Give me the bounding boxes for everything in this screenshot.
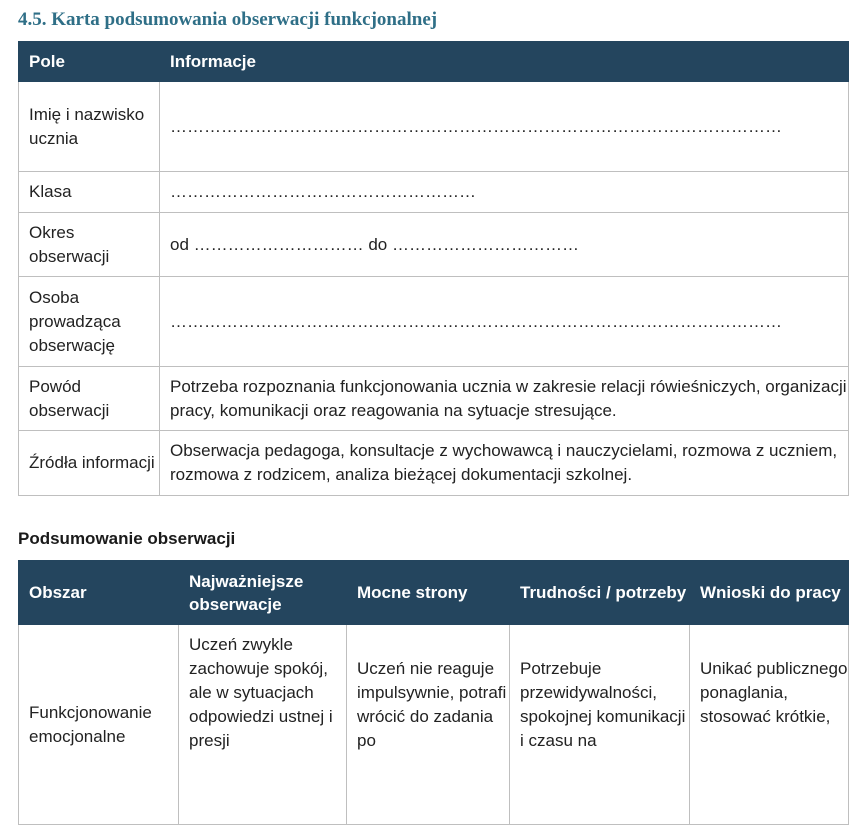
field-label: Imię i nazwisko ucznia	[19, 82, 160, 172]
table-row	[19, 213, 849, 277]
field-value: Potrzeba rozpoznania funkcjonowania ucznia w zakresie relacji rówieśniczych, organizacji pracy, komunikacji oraz reagowania na sytuacje stresujące.	[160, 367, 849, 431]
column-header: Najważniejsze obserwacje	[179, 561, 347, 625]
summary-table	[18, 560, 849, 825]
column-header: Trudności / potrzeby	[510, 561, 690, 625]
field-value: od ………………………… do ……………………………	[160, 213, 849, 277]
column-header: Mocne strony	[347, 561, 510, 625]
table-row	[19, 82, 849, 172]
summary-title: Podsumowanie obserwacji	[18, 529, 236, 548]
field-label: Powód obserwacji	[19, 367, 160, 431]
field-label: Źródła informacji	[19, 431, 160, 496]
table-row	[19, 277, 849, 367]
field-value: ………………………………………………………………………………………………	[160, 82, 849, 172]
table-row	[19, 431, 849, 496]
column-header: Informacje	[160, 42, 849, 82]
column-header: Obszar	[19, 561, 179, 625]
section-heading: 4.5. Karta podsumowania obserwacji funkcjonalnej	[18, 9, 438, 30]
strengths-cell: Uczeń nie reaguje impulsywnie, potrafi wrócić do zadania po	[347, 625, 510, 825]
table-header-row	[19, 561, 849, 625]
field-label: Okres obserwacji	[19, 213, 160, 277]
table-row	[19, 367, 849, 431]
field-label: Klasa	[19, 172, 160, 213]
column-header: Wnioski do pracy	[690, 561, 849, 625]
column-header: Pole	[19, 42, 160, 82]
table-row	[19, 172, 849, 213]
observations-cell: Uczeń zwykle zachowuje spokój, ale w sytuacjach odpowiedzi ustnej i presji	[179, 625, 347, 825]
table-header-row	[19, 42, 849, 82]
field-value: ………………………………………………………………………………………………	[160, 277, 849, 367]
area-cell: Funkcjonowanie emocjonalne	[19, 625, 179, 825]
conclusions-cell: Unikać publicznego ponaglania, stosować krótkie,	[690, 625, 849, 825]
needs-cell: Potrzebuje przewidywalności, spokojnej komunikacji i czasu na	[510, 625, 690, 825]
table-row	[19, 625, 849, 825]
field-value: Obserwacja pedagoga, konsultacje z wychowawcą i nauczycielami, rozmowa z uczniem, rozmowa z rodzicem, analiza bieżącej dokumentacji szkolnej.	[160, 431, 849, 496]
field-value: ………………………………………………	[160, 172, 849, 213]
field-label: Osoba prowadząca obserwację	[19, 277, 160, 367]
student-info-table	[18, 41, 849, 496]
